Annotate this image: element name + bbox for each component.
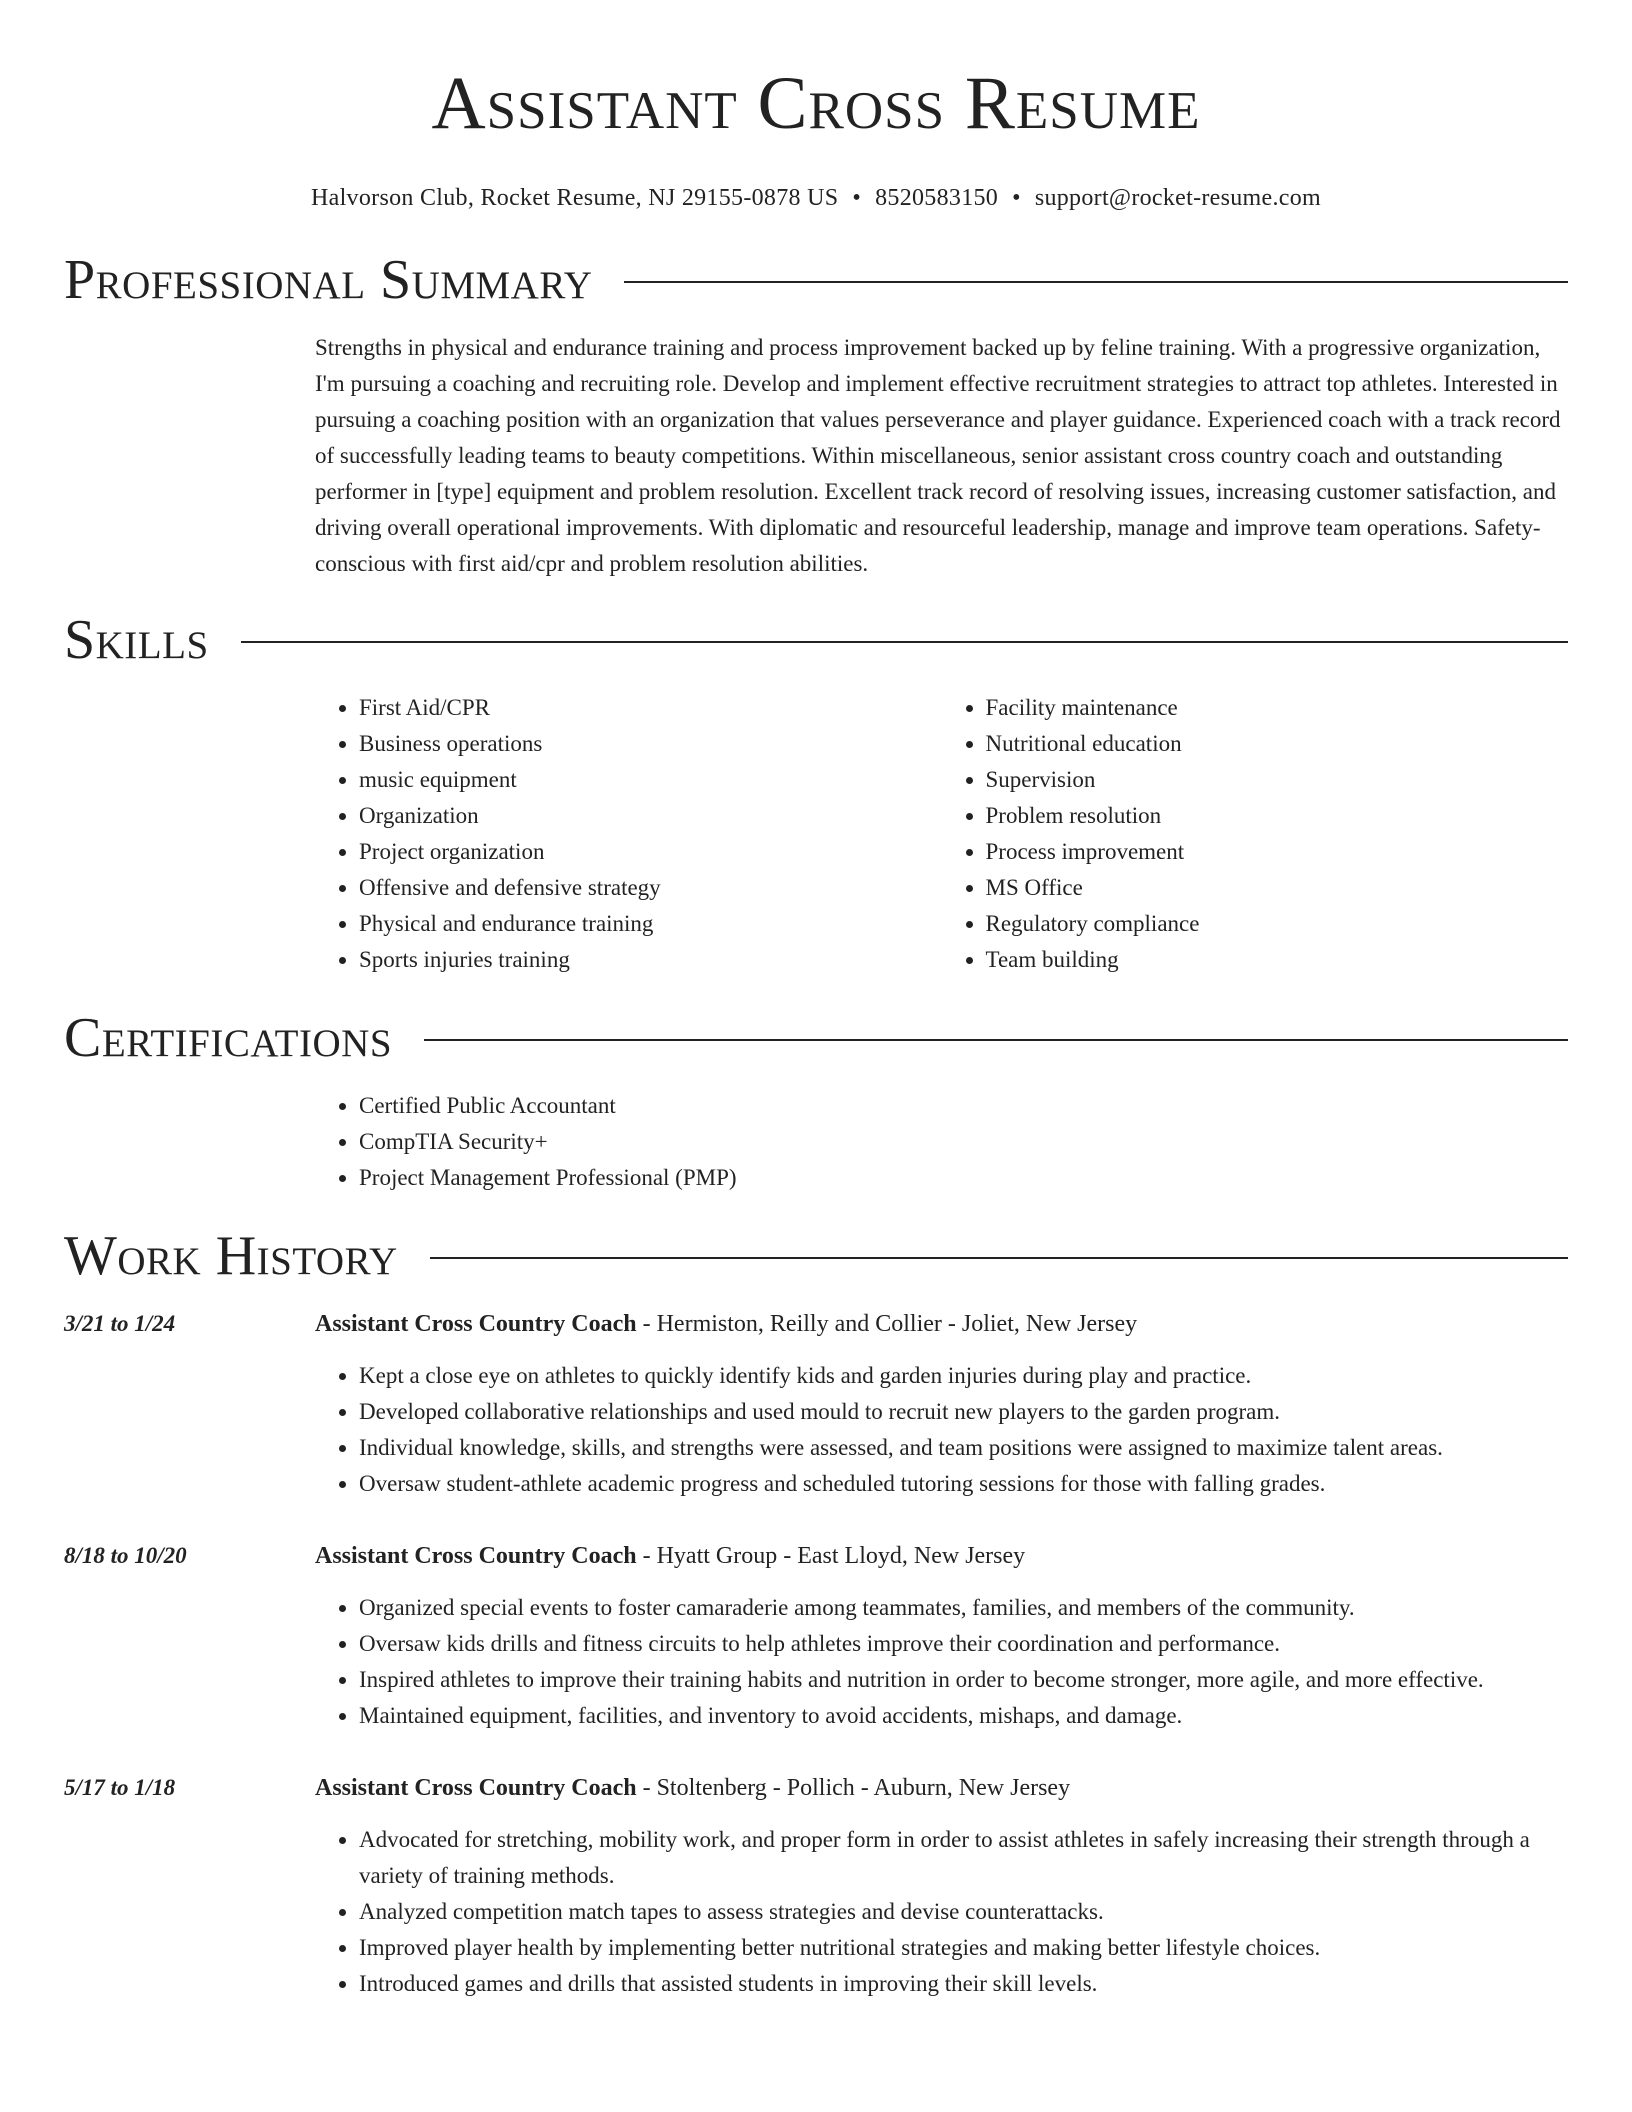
- certifications-section-header: [64, 1006, 1568, 1070]
- job-bullet: • Individual knowledge, skills, and strengths were assessed, and team positions were assigned to maximize talent areas.: [359, 1430, 1568, 1466]
- section-divider: [430, 1257, 1568, 1259]
- job-bullets: [315, 1822, 1568, 2002]
- job-entry: [64, 1538, 1568, 1734]
- skill-item: • Problem resolution: [986, 798, 1569, 834]
- job-entry: [64, 1306, 1568, 1502]
- job-bullet: • Oversaw kids drills and fitness circuits to help athletes improve their coordination and performance.: [359, 1626, 1568, 1662]
- job-employer-location: - Hyatt Group - East Lloyd, New Jersey: [636, 1543, 1026, 1569]
- skill-item: • Organization: [359, 798, 942, 834]
- job-employer-location: - Hermiston, Reilly and Collier - Joliet, New Jersey: [636, 1311, 1138, 1337]
- work-section-header: [64, 1224, 1568, 1288]
- job-bullet: • Introduced games and drills that assisted students in improving their skill levels.: [359, 1966, 1568, 2002]
- job-bullet: • Analyzed competition match tapes to assess strategies and devise counterattacks.: [359, 1894, 1568, 1930]
- skill-item: • Project organization: [359, 834, 942, 870]
- skills-list-right: [942, 690, 1569, 978]
- job-bullet: • Inspired athletes to improve their training habits and nutrition in order to become stronger, more agile, and more effective.: [359, 1662, 1568, 1698]
- skill-item: • music equipment: [359, 762, 942, 798]
- section-divider: [424, 1039, 1568, 1041]
- skill-item: • MS Office: [986, 870, 1569, 906]
- job-title: Assistant Cross Country Coach: [315, 1775, 637, 1801]
- job-body: [315, 1770, 1568, 2002]
- job-dates: 5/17 to 1/18: [64, 1775, 176, 1800]
- skill-item: • Business operations: [359, 726, 942, 762]
- section-divider: [241, 641, 1568, 643]
- skill-item: • Offensive and defensive strategy: [359, 870, 942, 906]
- skill-item: • Nutritional education: [986, 726, 1569, 762]
- skill-item: • Physical and endurance training: [359, 906, 942, 942]
- skill-item: • Team building: [986, 942, 1569, 978]
- skill-item: • Facility maintenance: [986, 690, 1569, 726]
- certification-item: • CompTIA Security+: [359, 1124, 1568, 1160]
- job-bullets: [315, 1590, 1568, 1734]
- skill-item: • Process improvement: [986, 834, 1569, 870]
- certification-item: • Certified Public Accountant: [359, 1088, 1568, 1124]
- section-divider: [624, 281, 1568, 283]
- skill-item: • Regulatory compliance: [986, 906, 1569, 942]
- job-bullet: • Developed collaborative relationships and used mould to recruit new players to the garden program.: [359, 1394, 1568, 1430]
- skills-grid: [315, 690, 1568, 978]
- resume-title: Assistant Cross Resume: [431, 62, 1201, 145]
- certifications-list: [315, 1088, 1568, 1196]
- job-title-line: [315, 1538, 1568, 1574]
- job-title: Assistant Cross Country Coach: [315, 1543, 637, 1569]
- job-bullets: [315, 1358, 1568, 1502]
- job-title-line: [315, 1306, 1568, 1342]
- skills-list-left: [315, 690, 942, 978]
- job-bullet: • Organized special events to foster camaraderie among teammates, families, and members of the community.: [359, 1590, 1568, 1626]
- skill-item: • Supervision: [986, 762, 1569, 798]
- contact-line: [64, 182, 1568, 214]
- job-title-line: [315, 1770, 1568, 1806]
- skill-item: • Sports injuries training: [359, 942, 942, 978]
- job-entry: [64, 1770, 1568, 2002]
- summary-section-header: [64, 248, 1568, 312]
- certifications-heading: Certifications: [64, 1007, 393, 1069]
- job-body: [315, 1538, 1568, 1734]
- skills-section-header: [64, 608, 1568, 672]
- summary-heading: Professional Summary: [64, 249, 593, 311]
- separator-dot: •: [852, 185, 862, 211]
- job-bullet: • Oversaw student-athlete academic progress and scheduled tutoring sessions for those with falling grades.: [359, 1466, 1568, 1502]
- summary-text: Strengths in physical and endurance training and process improvement backed up by feline training. With a progressive organization, I'm pursuing a coaching and recruiting role. Develop and implement effective recruitment strategies to attract top athletes. Interested in pursuing a coaching position with an organization that values perseverance and player guidance. Experienced coach with a track record of successfully leading teams to beauty competitions. Within miscellaneous, senior assistant cross country coach and outstanding performer in [type] equipment and problem resolution. Excellent track record of resolving issues, increasing customer satisfaction, and driving overall operational improvements. With diplomatic and resourceful leadership, manage and improve team operations. Safety-conscious with first aid/cpr and problem resolution abilities.: [315, 335, 1561, 576]
- job-bullet: • Kept a close eye on athletes to quickly identify kids and garden injuries during play and practice.: [359, 1358, 1568, 1394]
- job-employer-location: - Stoltenberg - Pollich - Auburn, New Jersey: [636, 1775, 1071, 1801]
- job-bullet: • Advocated for stretching, mobility work, and proper form in order to assist athletes in safely increasing their strength through a variety of training methods.: [359, 1822, 1568, 1894]
- email-text: support@rocket-resume.com: [1034, 185, 1321, 211]
- job-bullet: • Improved player health by implementing better nutritional strategies and making better lifestyle choices.: [359, 1930, 1568, 1966]
- work-heading: Work History: [64, 1225, 398, 1287]
- job-dates: 8/18 to 10/20: [64, 1543, 187, 1568]
- job-title: Assistant Cross Country Coach: [315, 1311, 637, 1337]
- job-body: [315, 1306, 1568, 1502]
- address-text: Halvorson Club, Rocket Resume, NJ 29155-0878 US: [311, 185, 839, 211]
- skill-item: • First Aid/CPR: [359, 690, 942, 726]
- skills-heading: Skills: [64, 609, 209, 671]
- certification-item: • Project Management Professional (PMP): [359, 1160, 1568, 1196]
- phone-text: 8520583150: [875, 185, 999, 211]
- separator-dot: •: [1012, 185, 1021, 211]
- job-dates: 3/21 to 1/24: [64, 1311, 176, 1336]
- job-bullet: • Maintained equipment, facilities, and inventory to avoid accidents, mishaps, and damage.: [359, 1698, 1568, 1734]
- work-history-list: [64, 1306, 1568, 2002]
